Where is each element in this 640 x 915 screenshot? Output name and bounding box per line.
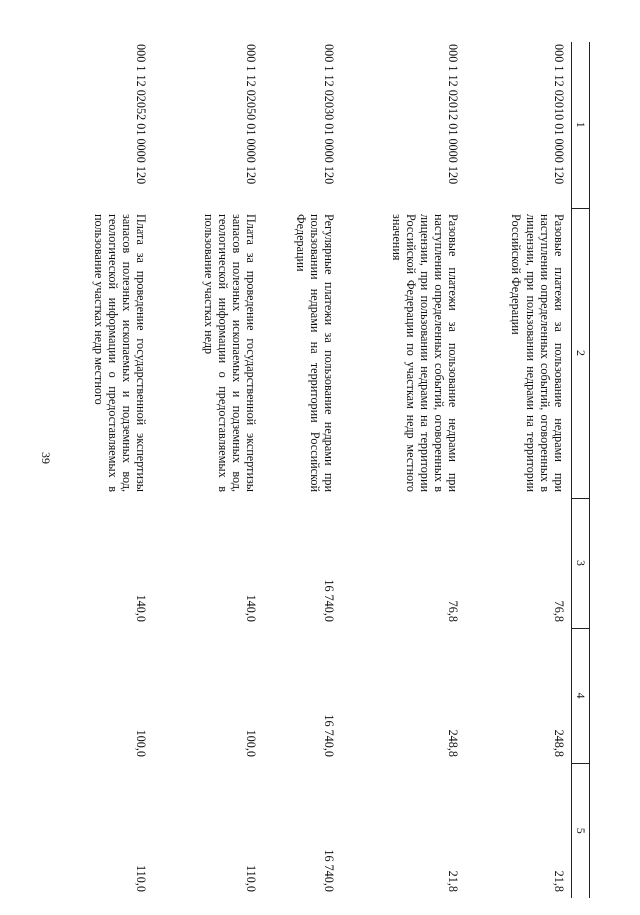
budget-code-cell: 000 1 12 02012 01 0000 120: [446, 44, 461, 185]
table-row: [342, 42, 466, 898]
value-cell: 21,8: [552, 870, 566, 892]
value-cell: 21,8: [446, 870, 461, 892]
value-cell: 140,0: [244, 594, 259, 622]
description-cell: Плата за проведение государственной экспертизы запасов полезных ископаемых и подземных вод, геологической информации о предоставляемых в пользование участках недр: [201, 214, 259, 492]
table-row: [84, 42, 154, 898]
value-cell: 16 740,0: [322, 579, 337, 622]
rotated-table-wrapper: [91, 42, 590, 898]
value-cell: 76,8: [552, 600, 566, 622]
table-header-row: [572, 42, 590, 898]
value-cell: 16 740,0: [322, 714, 337, 757]
table-row: [154, 42, 264, 898]
value-cell: 110,0: [244, 865, 259, 892]
budget-code-cell: 000 1 12 02030 01 0000 120: [322, 44, 337, 185]
description-cell: Разовые платежи за пользование недрами при наступлении определенных событий, оговоренных в лицензии, при пользовании недрами на территории Российской Федерации по участкам недр местного значения: [389, 214, 461, 492]
column-header: 2: [572, 208, 590, 498]
value-cell: 140,0: [134, 594, 149, 622]
value-cell: 248,8: [552, 729, 566, 757]
budget-code-cell: 000 1 12 02052 01 0000 120: [134, 44, 149, 185]
value-cell: 16 740,0: [322, 849, 337, 892]
description-cell: Разовые платежи за пользование недрами при наступлении определенных событий, оговоренных в лицензии, при пользовании недрами на территории Российской Федерации: [509, 214, 566, 492]
value-cell: 100,0: [244, 729, 259, 757]
description-cell: Плата за проведение государственной экспертизы запасов полезных ископаемых и подземных вод, геологической информации о предоставляемых в пользование участках недр местного: [91, 214, 149, 492]
column-header: 3: [572, 498, 590, 628]
table-row: [466, 42, 572, 898]
budget-code-cell: 000 1 12 02050 01 0000 120: [244, 44, 259, 185]
value-cell: 248,8: [446, 729, 461, 757]
value-cell: 100,0: [134, 729, 149, 757]
budget-table: [84, 42, 591, 898]
value-cell: 76,8: [446, 600, 461, 622]
column-header: 5: [572, 763, 590, 898]
value-cell: 110,0: [134, 865, 149, 892]
page-number: 39: [39, 452, 53, 464]
column-header: 1: [572, 42, 590, 208]
budget-code-cell: 000 1 12 02010 01 0000 120: [552, 44, 566, 185]
description-cell: Регулярные платежи за пользование недрами при пользовании недрами на территории Российской Федерации: [294, 214, 337, 492]
table-row: [264, 42, 342, 898]
column-header: 4: [572, 628, 590, 763]
